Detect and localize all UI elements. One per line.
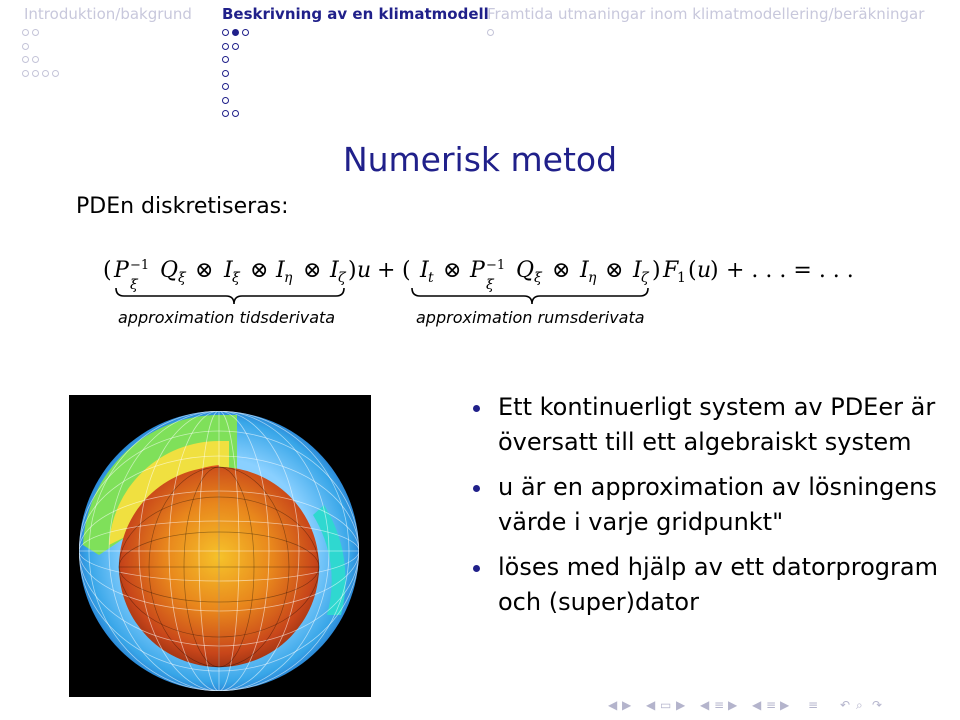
- prev-frame-icon[interactable]: ◀: [608, 698, 618, 712]
- nav-dot-row: [222, 67, 249, 81]
- svg-text:⊗: ⊗: [443, 258, 462, 283]
- svg-text:ξ: ξ: [534, 270, 542, 286]
- label-space-derivative: approximation rumsderivata: [416, 308, 645, 327]
- svg-text:): ): [652, 258, 661, 283]
- nav-dot-row: [222, 40, 249, 54]
- svg-text:F: F: [663, 258, 679, 283]
- next-section-icon[interactable]: ▶: [728, 698, 738, 712]
- list-item: [470, 470, 940, 540]
- frame-dot-icon[interactable]: [232, 110, 239, 117]
- svg-text:ξ: ξ: [232, 270, 240, 286]
- svg-text:η: η: [588, 270, 597, 286]
- svg-text:I: I: [224, 258, 233, 283]
- nav-dot-row: [22, 67, 59, 81]
- bullet-text: löses med hjälp av ett datorprogram och (super)dator: [498, 553, 938, 616]
- label-time-derivative: approximation tidsderivata: [118, 308, 336, 327]
- frame-dot-icon[interactable]: [42, 70, 49, 77]
- discretized-equation: [0, 236, 960, 336]
- bullet-text: Ett kontinuerligt system av PDEer är översatt till ett algebraiskt system: [498, 393, 936, 456]
- svg-text:I: I: [633, 258, 642, 283]
- next-frame-icon[interactable]: ▶: [622, 698, 632, 712]
- list-item: [470, 550, 940, 620]
- nav-dots-future: [487, 26, 494, 40]
- frame-dot-icon[interactable]: [242, 29, 249, 36]
- svg-text:ξ: ξ: [178, 270, 186, 286]
- svg-text:ξ: ξ: [130, 277, 138, 293]
- next-subsection-icon[interactable]: ▶: [676, 698, 686, 712]
- svg-text:): ): [348, 258, 357, 283]
- subsection-icon[interactable]: ▭: [660, 698, 672, 712]
- frame-dot-icon[interactable]: [222, 43, 229, 50]
- nav-dots-model: [222, 26, 249, 121]
- nav-dot-row: [22, 53, 59, 67]
- frame-dot-icon[interactable]: [232, 43, 239, 50]
- frame-dot-icon[interactable]: [222, 56, 229, 63]
- svg-text:P: P: [470, 258, 485, 283]
- section-icon[interactable]: ≡: [714, 698, 725, 712]
- svg-text:Q: Q: [160, 258, 179, 283]
- frame-dot-icon[interactable]: [22, 29, 29, 36]
- frame-dot-icon[interactable]: [52, 70, 59, 77]
- search-forward-icon[interactable]: ↷: [872, 698, 883, 712]
- svg-text:): ): [710, 258, 719, 283]
- svg-text:t: t: [428, 270, 434, 286]
- frame-dot-icon[interactable]: [22, 70, 29, 77]
- svg-text:ζ: ζ: [641, 270, 649, 286]
- frame-dot-icon[interactable]: [32, 29, 39, 36]
- svg-text:u: u: [697, 258, 712, 283]
- nav-dot-row: [487, 26, 494, 40]
- svg-text:u: u: [357, 258, 372, 283]
- svg-text:ζ: ζ: [338, 270, 346, 286]
- next-part-icon[interactable]: ▶: [780, 698, 790, 712]
- list-item: [470, 390, 940, 460]
- nav-dots-intro: [22, 26, 59, 80]
- beamer-navigation-bar: [608, 698, 958, 714]
- nav-dot-row: [222, 107, 249, 121]
- search-icon[interactable]: ⌕: [856, 698, 863, 712]
- svg-text:η: η: [284, 270, 293, 286]
- svg-text:⊗: ⊗: [195, 258, 214, 283]
- svg-text:⊗: ⊗: [552, 258, 571, 283]
- equation-formula: [0, 236, 960, 316]
- bullet-text: u är en approximation av lösningens värde i varje gridpunkt": [498, 473, 937, 536]
- frame-dot-icon[interactable]: [222, 110, 229, 117]
- appendix-icon[interactable]: ≡: [808, 698, 819, 712]
- svg-text:−1: −1: [486, 258, 506, 273]
- nav-section-model[interactable]: Beskrivning av en klimatmodell: [222, 5, 489, 23]
- current-frame-dot-icon[interactable]: [232, 29, 239, 36]
- svg-text:⊗: ⊗: [303, 258, 322, 283]
- nav-section-intro[interactable]: Introduktion/bakgrund: [24, 5, 192, 23]
- bullet-dot-icon: [473, 485, 480, 492]
- search-back-icon[interactable]: ↶: [840, 698, 851, 712]
- intro-text: PDEn diskretiseras:: [76, 194, 289, 219]
- nav-dot-row: [22, 26, 59, 40]
- svg-text:−1: −1: [130, 258, 150, 273]
- nav-dot-row: [222, 53, 249, 67]
- nav-dot-row: [222, 26, 249, 40]
- part-icon[interactable]: ≡: [766, 698, 777, 712]
- prev-subsection-icon[interactable]: ◀: [646, 698, 656, 712]
- prev-part-icon[interactable]: ◀: [752, 698, 762, 712]
- frame-dot-icon[interactable]: [22, 56, 29, 63]
- frame-dot-icon[interactable]: [22, 43, 29, 50]
- frame-dot-icon[interactable]: [222, 97, 229, 104]
- frame-title: Numerisk metod: [342, 140, 618, 179]
- svg-text:ξ: ξ: [486, 277, 494, 293]
- svg-text:I: I: [420, 258, 429, 283]
- frame-dot-icon[interactable]: [487, 29, 494, 36]
- bullet-list: [470, 390, 940, 630]
- svg-text:I: I: [580, 258, 589, 283]
- bullet-dot-icon: [473, 405, 480, 412]
- svg-text:(: (: [402, 258, 411, 283]
- sphere-simulation-image: [69, 395, 371, 697]
- svg-text:+: +: [377, 258, 396, 283]
- nav-dot-row: [22, 40, 59, 54]
- svg-text:I: I: [330, 258, 339, 283]
- svg-text:I: I: [276, 258, 285, 283]
- svg-text:P: P: [114, 258, 129, 283]
- frame-dot-icon[interactable]: [32, 56, 39, 63]
- bullet-dot-icon: [473, 565, 480, 572]
- prev-section-icon[interactable]: ◀: [700, 698, 710, 712]
- svg-text:⊗: ⊗: [605, 258, 624, 283]
- frame-dot-icon[interactable]: [222, 83, 229, 90]
- nav-dot-row: [222, 80, 249, 94]
- svg-text:1: 1: [677, 270, 686, 286]
- svg-text:(: (: [103, 258, 112, 283]
- nav-section-future[interactable]: Framtida utmaningar inom klimatmodellering/beräkningar: [487, 5, 925, 23]
- svg-text:Q: Q: [516, 258, 535, 283]
- nav-dot-row: [222, 94, 249, 108]
- beamer-header: [0, 0, 960, 118]
- frame-dot-icon[interactable]: [222, 70, 229, 77]
- frame-dot-icon[interactable]: [32, 70, 39, 77]
- svg-text:(: (: [688, 258, 697, 283]
- svg-text:+ . . . = . . .: + . . . = . . .: [726, 258, 854, 283]
- svg-text:⊗: ⊗: [250, 258, 269, 283]
- frame-dot-icon[interactable]: [222, 29, 229, 36]
